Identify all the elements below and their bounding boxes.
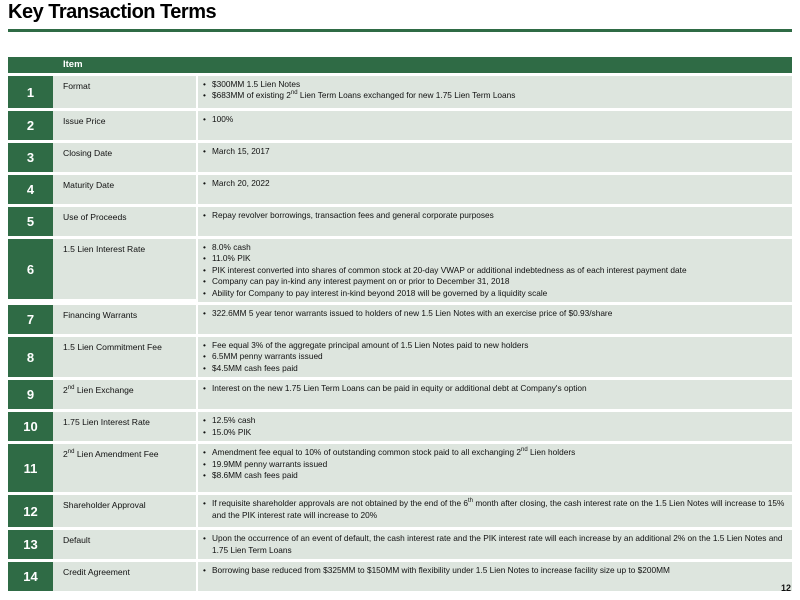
bullet-item xyxy=(202,459,786,470)
bullet-item xyxy=(202,498,786,521)
row-details xyxy=(198,380,792,409)
text-segment: 100% xyxy=(212,114,234,124)
terms-table xyxy=(8,57,792,591)
row-details xyxy=(198,239,792,302)
bullet-item xyxy=(202,265,786,276)
row-number: 3 xyxy=(8,143,53,172)
page-number: 12 xyxy=(780,583,791,593)
text-segment: $4.5MM cash fees paid xyxy=(212,362,298,373)
row-label xyxy=(53,444,198,492)
text-segment: If requisite shareholder approvals are not obtained by the end of the 6 xyxy=(212,498,468,509)
row-label: Format xyxy=(53,76,198,108)
title-rule xyxy=(8,29,792,32)
bullet-item xyxy=(202,351,786,362)
row-number: 14 xyxy=(8,562,53,591)
row-number: 13 xyxy=(8,530,53,559)
bullet-list xyxy=(202,383,786,394)
text-segment: Company can pay in-kind any interest payment on or prior to December 31, 2018 xyxy=(212,276,510,287)
bullet-item xyxy=(202,114,786,125)
bullet-list xyxy=(202,146,786,157)
row-details xyxy=(198,495,792,527)
bullet-item xyxy=(202,146,786,157)
superscript: nd xyxy=(521,447,528,454)
text-segment: 322.6MM 5 year tenor warrants issued to holders of new 1.5 Lien Notes with an exercise price of $0.93/share xyxy=(212,308,613,319)
bullet-item xyxy=(202,427,786,438)
row-number: 1 xyxy=(8,76,53,108)
row-number: 5 xyxy=(8,207,53,236)
text-segment: Borrowing base reduced from $325MM to $150MM with flexibility under 1.5 Lien Notes to increase facility size up to $200MM xyxy=(212,565,670,576)
row-details xyxy=(198,444,792,492)
bullet-list xyxy=(202,178,786,189)
text-segment: Interest on the new 1.75 Lien Term Loans can be paid in equity or additional debt at Company's option xyxy=(212,383,587,394)
text-segment: 2 xyxy=(63,449,68,460)
text-segment: Upon the occurrence of an event of default, the cash interest rate and the PIK interest rate will each increase by an additional 2% on the 1.5 Lien Notes and 1.75 Lien Term Loans xyxy=(212,533,783,555)
row-details xyxy=(198,76,792,108)
text-segment: Lien Exchange xyxy=(74,385,134,396)
row-number: 7 xyxy=(8,305,53,334)
superscript: nd xyxy=(290,90,298,97)
text-segment: 2 xyxy=(63,385,68,396)
row-number: 8 xyxy=(8,337,53,377)
row-label: Issue Price xyxy=(53,111,198,140)
row-label: 1.5 Lien Interest Rate xyxy=(53,239,198,299)
row-details xyxy=(198,207,792,236)
text-segment: 6.5MM penny warrants issued xyxy=(212,351,323,362)
row-details xyxy=(198,305,792,334)
row-number: 4 xyxy=(8,175,53,204)
row-number: 11 xyxy=(8,444,53,492)
row-label: Maturity Date xyxy=(53,175,198,204)
bullet-list xyxy=(202,242,786,299)
row-label: Shareholder Approval xyxy=(53,495,198,527)
bullet-list xyxy=(202,79,786,102)
bullet-list xyxy=(202,565,786,576)
bullet-list xyxy=(202,498,786,521)
row-details xyxy=(198,143,792,172)
text-segment: $683MM of existing 2 xyxy=(212,90,291,101)
row-number: 10 xyxy=(8,412,53,441)
row-number: 9 xyxy=(8,380,53,409)
text-segment: Lien Term Loans exchanged for new 1.75 Lien Term Loans xyxy=(297,90,516,101)
bullet-item xyxy=(202,178,786,189)
row-details xyxy=(198,111,792,140)
bullet-item xyxy=(202,253,786,264)
text-segment: March 20, 2022 xyxy=(212,178,270,188)
text-segment: 11.0% PIK xyxy=(212,253,251,264)
bullet-item xyxy=(202,363,786,374)
text-segment: Lien Amendment Fee xyxy=(74,449,159,460)
bullet-list xyxy=(202,308,786,319)
bullet-list xyxy=(202,415,786,438)
text-segment: PIK interest converted into shares of common stock at 20-day VWAP or additional indebtedness as of each interest payment date xyxy=(212,264,687,275)
bullet-list xyxy=(202,114,786,125)
row-label: Use of Proceeds xyxy=(53,207,198,236)
row-label: 1.75 Lien Interest Rate xyxy=(53,412,198,441)
bullet-list xyxy=(202,210,786,221)
bullet-item xyxy=(202,447,786,458)
text-segment: Repay revolver borrowings, transaction fees and general corporate purposes xyxy=(212,210,494,220)
bullet-item xyxy=(202,415,786,426)
text-segment: 8.0% cash xyxy=(212,242,251,252)
row-label xyxy=(53,380,198,409)
row-number: 6 xyxy=(8,239,53,299)
row-label: Credit Agreement xyxy=(53,562,198,591)
row-details xyxy=(198,530,792,559)
bullet-list xyxy=(202,340,786,374)
bullet-item xyxy=(202,79,786,90)
text-segment: Fee equal 3% of the aggregate principal amount of 1.5 Lien Notes paid to new holders xyxy=(212,340,529,351)
text-segment: Amendment fee equal to 10% of outstanding common stock paid to all exchanging 2 xyxy=(212,447,522,458)
row-label: Financing Warrants xyxy=(53,305,198,334)
row-number: 2 xyxy=(8,111,53,140)
row-details xyxy=(198,412,792,441)
row-details xyxy=(198,562,792,591)
text-segment: 15.0% PIK xyxy=(212,426,252,437)
text-segment: March 15, 2017 xyxy=(212,146,270,156)
bullet-item xyxy=(202,383,786,394)
row-label: 1.5 Lien Commitment Fee xyxy=(53,337,198,377)
bullet-item xyxy=(202,533,786,556)
header-number-cell xyxy=(8,57,53,73)
text-segment: $8.6MM cash fees paid xyxy=(212,470,298,481)
bullet-list xyxy=(202,533,786,556)
bullet-item xyxy=(202,242,786,253)
bullet-item xyxy=(202,288,786,299)
bullet-item xyxy=(202,210,786,221)
bullet-item xyxy=(202,308,786,319)
superscript: nd xyxy=(67,385,75,392)
bullet-list xyxy=(202,447,786,481)
row-details xyxy=(198,337,792,377)
header-item-cell: Item xyxy=(53,57,792,73)
text-segment: 19.9MM penny warrants issued xyxy=(212,458,328,469)
text-segment: 12.5% cash xyxy=(212,415,256,426)
row-label: Default xyxy=(53,530,198,559)
superscript: th xyxy=(468,498,474,505)
text-segment: Ability for Company to pay interest in-kind beyond 2018 will be governed by a liquidity scale xyxy=(212,287,548,298)
row-details xyxy=(198,175,792,204)
bullet-item xyxy=(202,340,786,351)
text-segment: Lien holders xyxy=(527,447,576,458)
row-label: Closing Date xyxy=(53,143,198,172)
text-segment: month after closing, the cash interest rate on the 1.5 Lien Notes will increase to 15% and the PIK interest rate will increase to 20% xyxy=(212,498,785,520)
row-number: 12 xyxy=(8,495,53,527)
bullet-item xyxy=(202,276,786,287)
superscript: nd xyxy=(67,449,75,456)
text-segment: $300MM 1.5 Lien Notes xyxy=(212,79,301,89)
bullet-item xyxy=(202,470,786,481)
page-title: Key Transaction Terms xyxy=(8,1,217,23)
bullet-item xyxy=(202,90,786,101)
bullet-item xyxy=(202,565,786,576)
